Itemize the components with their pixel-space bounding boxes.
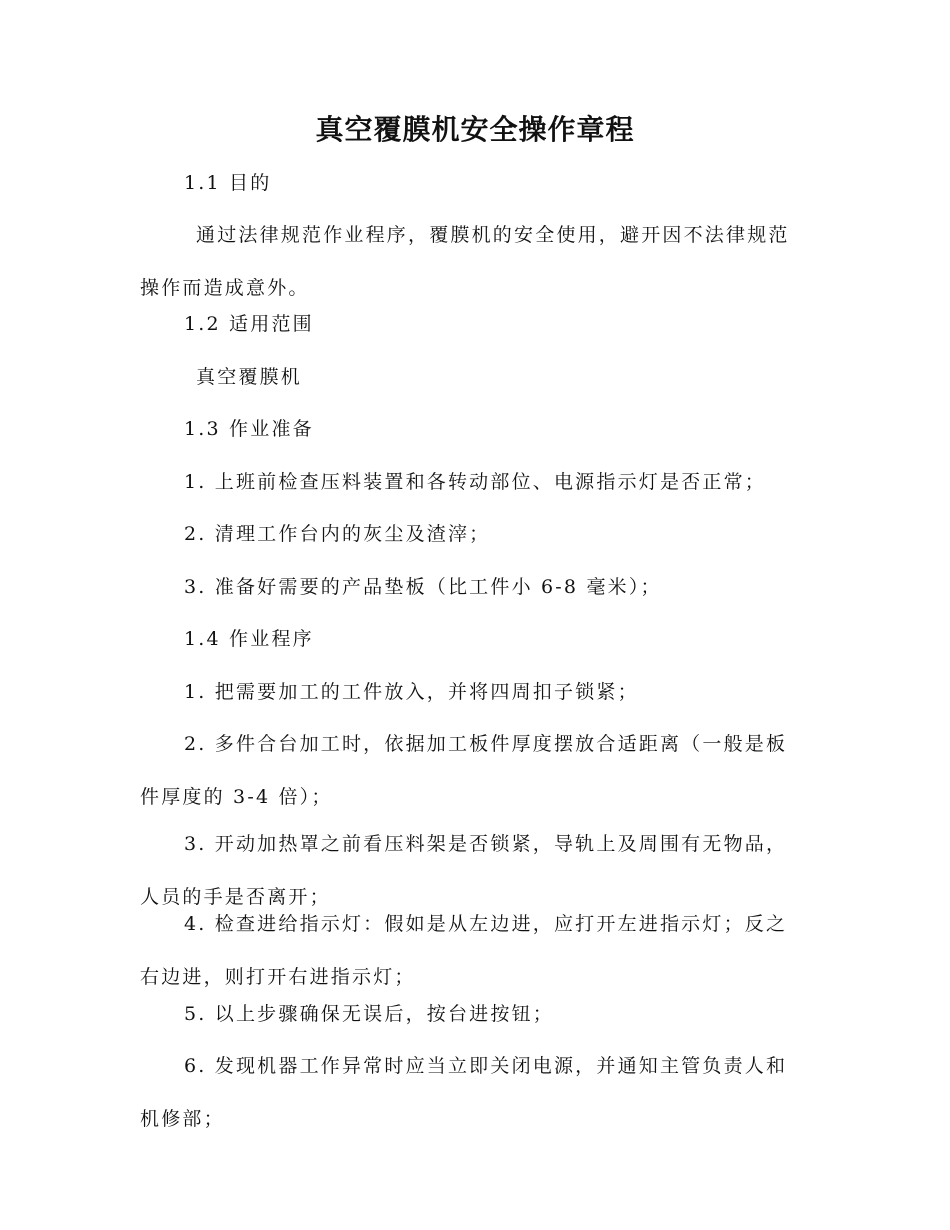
section-heading-scope: 1.2 适用范围 (184, 313, 314, 335)
paragraph-purpose: 通过法律规范作业程序，覆膜机的安全使用，避开因不法律规范操作而造成意外。 (140, 224, 790, 299)
list-item-procedure-4: 4. 检查进给指示灯：假如是从左边进，应打开左进指示灯；反之右边进，则打开右进指示灯； (140, 913, 788, 988)
section-heading-preparation: 1.3 作业准备 (184, 418, 314, 440)
list-item-preparation-2: 2. 清理工作台内的灰尘及渣滓； (184, 523, 491, 545)
section-heading-purpose: 1.1 目的 (184, 172, 272, 194)
list-item-procedure-3: 3. 开动加热罩之前看压料架是否锁紧，导轨上及周围有无物品，人员的手是否离开； (140, 833, 788, 908)
list-item-procedure-5: 5. 以上步骤确保无误后，按台进按钮； (184, 1003, 554, 1025)
list-item-preparation-1: 1. 上班前检查压料装置和各转动部位、电源指示灯是否正常； (184, 471, 766, 493)
section-heading-procedure: 1.4 作业程序 (184, 628, 314, 650)
list-item-preparation-3: 3. 准备好需要的产品垫板（比工件小 6-8 毫米）； (184, 576, 662, 598)
list-item-procedure-6: 6. 发现机器工作异常时应当立即关闭电源，并通知主管负责人和机修部； (140, 1055, 788, 1130)
paragraph-scope: 真空覆膜机 (196, 366, 303, 388)
list-item-procedure-2: 2. 多件合台加工时，依据加工板件厚度摆放合适距离（一般是板件厚度的 3-4 倍）； (140, 733, 788, 808)
document-title: 真空覆膜机安全操作章程 (315, 113, 635, 146)
list-item-procedure-1: 1. 把需要加工的工件放入，并将四周扣子锁紧； (184, 681, 639, 703)
